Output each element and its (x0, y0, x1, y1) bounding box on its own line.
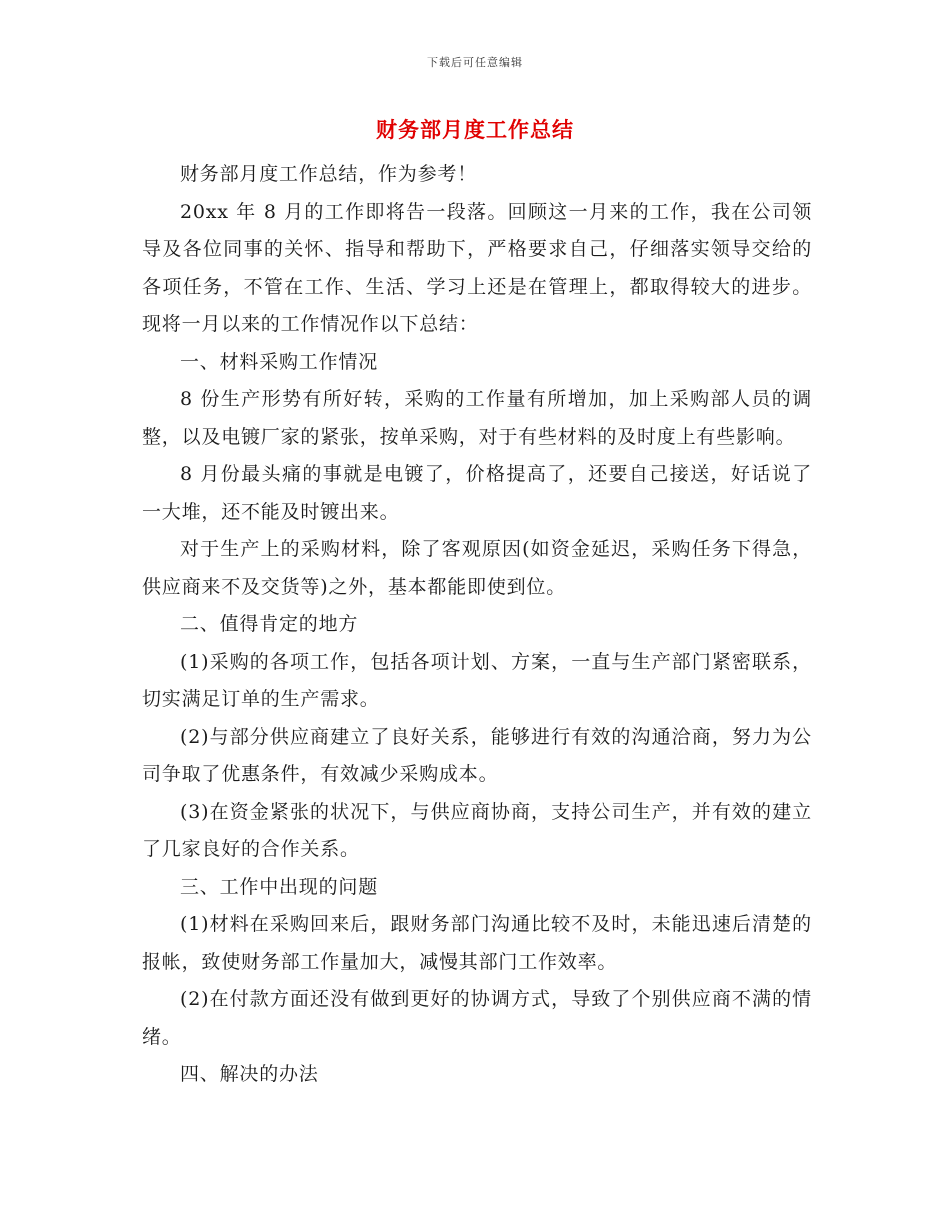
document-title: 财务部月度工作总结 (376, 117, 574, 142)
list-item: (1)采购的各项工作，包括各项计划、方案，一直与生产部门紧密联系，切实满足订单的生产需求。 (142, 650, 812, 710)
list-item: (3)在资金紧张的状况下，与供应商协商，支持公司生产，并有效的建立了几家良好的合作关系。 (142, 800, 812, 860)
document-body (142, 156, 812, 1094)
paragraph: 8 月份最头痛的事就是电镀了，价格提高了，还要自己接送，好话说了一大堆，还不能及时镀出来。 (142, 463, 812, 523)
paragraph-intro: 财务部月度工作总结，作为参考！ (180, 163, 478, 185)
section-heading-4: 四、解决的办法 (180, 1063, 319, 1085)
list-item: (2)与部分供应商建立了良好关系，能够进行有效的沟通洽商，努力为公司争取了优惠条件，有效减少采购成本。 (142, 725, 812, 785)
section-heading-3: 三、工作中出现的问题 (180, 875, 379, 898)
section-heading-2: 二、值得肯定的地方 (180, 613, 359, 635)
paragraph-overview: 20xx 年 8 月的工作即将告一段落。回顾这一月来的工作，我在公司领导及各位同事的关怀、指导和帮助下，严格要求自己，仔细落实领导交给的各项任务，不管在工作、生活、学习上还是在管理上，都取得较大的进步。现将一月以来的工作情况作以下总结： (142, 200, 812, 335)
paragraph: 8 份生产形势有所好转，采购的工作量有所增加，加上采购部人员的调整，以及电镀厂家的紧张，按单采购，对于有些材料的及时度上有些影响。 (142, 388, 812, 448)
list-item: (1)材料在采购回来后，跟财务部门沟通比较不及时，未能迅速后清楚的报帐，致使财务部工作量加大，减慢其部门工作效率。 (142, 913, 812, 973)
header-note: 下载后可任意编辑 (427, 56, 523, 69)
section-heading-1: 一、材料采购工作情况 (180, 350, 379, 373)
list-item: (2)在付款方面还没有做到更好的协调方式，导致了个别供应商不满的情绪。 (142, 988, 812, 1048)
paragraph: 对于生产上的采购材料，除了客观原因(如资金延迟，采购任务下得急，供应商来不及交货等)之外，基本都能即使到位。 (142, 538, 812, 598)
